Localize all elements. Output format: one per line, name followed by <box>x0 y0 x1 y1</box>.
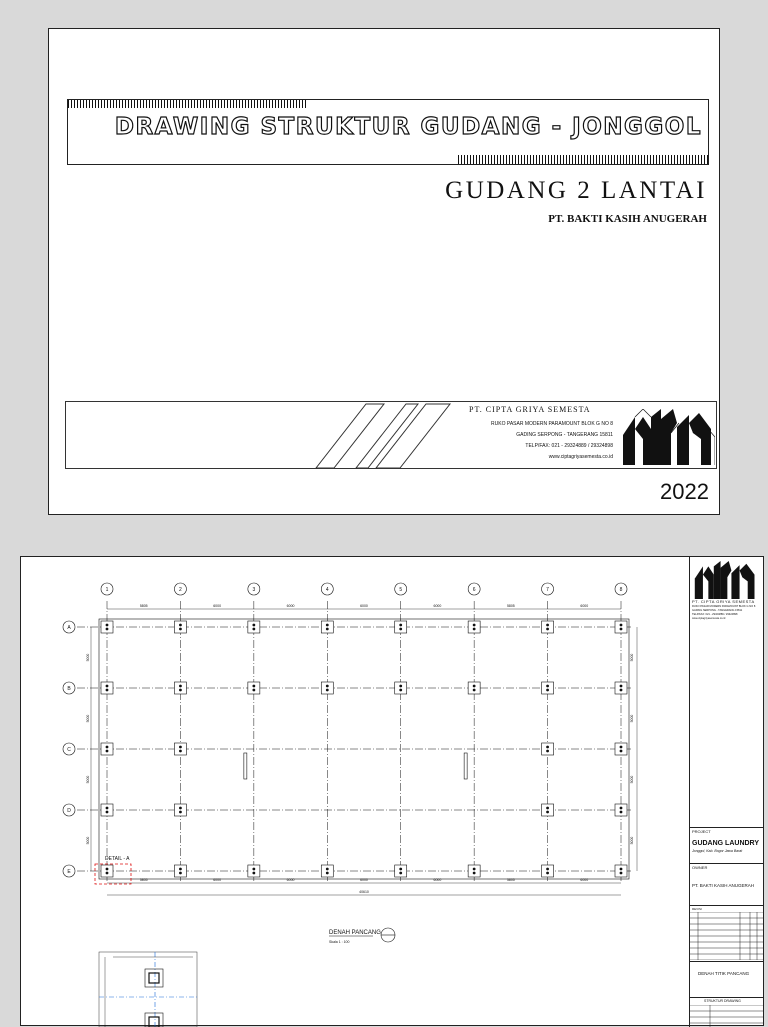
revision-table <box>690 912 764 960</box>
pile-cap <box>395 621 407 633</box>
pile-cap <box>101 682 113 694</box>
bay-dimension: 6000 <box>286 878 295 882</box>
project-location: Jonggol, Kab. Bogor Jawa Barat <box>692 849 743 853</box>
foundation-plan-drawing <box>21 557 689 1027</box>
pile-point <box>473 689 476 692</box>
bay-dimension: 6000 <box>580 604 589 608</box>
pile-point <box>179 746 182 749</box>
pile-point <box>546 750 549 753</box>
bay-dimension: 6000 <box>286 604 295 608</box>
pile-cap-outline <box>248 682 260 694</box>
pile-cap-outline <box>395 682 407 694</box>
pile-cap-outline <box>174 621 186 633</box>
pile-point <box>473 628 476 631</box>
pile-point <box>546 746 549 749</box>
title-block <box>689 557 765 1027</box>
bay-dimension: 6000 <box>213 878 222 882</box>
pile-point <box>399 872 402 875</box>
pile-point <box>326 868 329 871</box>
pile-point <box>179 750 182 753</box>
section-marker-icon <box>381 928 395 942</box>
pile-cap-outline <box>615 682 627 694</box>
pile-point <box>106 685 109 688</box>
title-block-phone: TELP/FAX: 021 - 29324889 / 29324898 <box>692 613 738 616</box>
pile-point <box>106 689 109 692</box>
grid-row-label: C <box>67 747 71 753</box>
pile-cap-outline <box>174 804 186 816</box>
dimension-lines <box>86 604 637 895</box>
title-block-address: RUKO PASAR MODERN PARAMOUNT BLOK G NO 8 <box>692 605 756 608</box>
title-block-company: PT. CIPTA GRIYA SEMESTA <box>692 599 755 604</box>
pile-cap <box>542 743 554 755</box>
pile-point <box>620 868 623 871</box>
tie-beam <box>464 753 467 779</box>
pile-cap-outline <box>101 743 113 755</box>
pile-cap <box>468 621 480 633</box>
pile-point <box>546 689 549 692</box>
pile-point <box>179 868 182 871</box>
pile-cap-outline <box>615 743 627 755</box>
pile-cap-outline <box>174 865 186 877</box>
grid-column-label: 1 <box>105 587 109 593</box>
pile-point <box>179 685 182 688</box>
pile-cap-outline <box>542 804 554 816</box>
pile-cap <box>174 621 186 633</box>
cover-sheet <box>48 28 720 515</box>
pile-point <box>620 807 623 810</box>
grid-column-label: 3 <box>252 587 256 593</box>
company-logo-icon <box>623 409 715 465</box>
pile-cap-outline <box>174 682 186 694</box>
company-logo-icon <box>694 561 758 599</box>
pile-point <box>106 872 109 875</box>
pile-cap-outline <box>321 865 333 877</box>
pile-cap-outline <box>615 621 627 633</box>
pile-point <box>252 689 255 692</box>
grid-column-label: 7 <box>546 587 549 593</box>
hatch-decoration-bottom <box>458 155 708 164</box>
pile-point <box>106 811 109 814</box>
detail-a-enlargement <box>99 952 197 1027</box>
pile-cap <box>101 743 113 755</box>
pile-point <box>252 872 255 875</box>
pile-cap <box>101 865 113 877</box>
pile-point <box>546 868 549 871</box>
pile-cap <box>468 865 480 877</box>
pile-point <box>179 689 182 692</box>
overall-dimension: 40610 <box>359 890 369 894</box>
pile-point <box>106 746 109 749</box>
pile-cap <box>321 682 333 694</box>
pile-cap <box>248 865 260 877</box>
company-website: www.ciptagriyasemesta.co.id <box>548 454 613 460</box>
building-subtitle: GUDANG 2 LANTAI <box>445 177 707 204</box>
pile-cap-outline <box>101 621 113 633</box>
pile-cap <box>321 865 333 877</box>
pile-cap-outline <box>395 621 407 633</box>
bay-dimension: 5805 <box>139 878 148 882</box>
pile-cap-outline <box>101 682 113 694</box>
bay-dimension: 6000 <box>360 878 368 882</box>
pile-cap-outline <box>615 865 627 877</box>
row-dimension: 5000 <box>86 836 90 845</box>
company-phone: TELP/FAX: 021 - 29324889 / 29324898 <box>525 443 613 449</box>
grid-row-bubbles <box>63 621 75 877</box>
row-dimension: 5000 <box>86 775 90 784</box>
grid-column-label: 4 <box>325 587 329 593</box>
grid-row-label: B <box>67 686 71 692</box>
pile-cap <box>248 621 260 633</box>
grid-column-label: 2 <box>179 587 182 593</box>
pile-point <box>326 689 329 692</box>
grid-column-label: 5 <box>399 587 403 593</box>
pile-cap <box>542 865 554 877</box>
pile-point <box>399 628 402 631</box>
pile-cap-outline <box>321 682 333 694</box>
pile-cap <box>395 865 407 877</box>
row-dimension: 5000 <box>86 714 90 723</box>
grid-column-label: 6 <box>472 587 476 593</box>
hatch-decoration-top <box>68 100 308 108</box>
bay-dimension: 6000 <box>580 878 589 882</box>
pile-point <box>326 872 329 875</box>
company-info-band <box>65 401 717 469</box>
pile-cap-outline <box>615 804 627 816</box>
plan-scale: Skala 1 : 100 <box>329 940 350 944</box>
pile-point <box>399 685 402 688</box>
pile-point <box>106 807 109 810</box>
grid-column-bubbles <box>101 583 627 595</box>
pile-point <box>546 685 549 688</box>
pile-point <box>326 685 329 688</box>
pile-point <box>620 685 623 688</box>
grid-column-label: 8 <box>619 587 623 593</box>
bay-dimension: 5805 <box>506 878 515 882</box>
pile-point <box>252 868 255 871</box>
pile-cap-outline <box>542 621 554 633</box>
pile-point <box>620 811 623 814</box>
pile-cap <box>248 682 260 694</box>
title-block-address: GADING SERPONG - TANGERANG 15811 <box>692 609 743 612</box>
row-dimension: 5000 <box>630 775 634 784</box>
pile-point <box>546 811 549 814</box>
plan-title: DENAH PANCANG <box>329 930 381 936</box>
pile-cap <box>174 682 186 694</box>
pile-point <box>546 628 549 631</box>
pile-point <box>179 872 182 875</box>
pile-cap-outline <box>248 621 260 633</box>
pile-cap <box>615 743 627 755</box>
grid-row-label: D <box>67 808 71 814</box>
pile-cap <box>321 621 333 633</box>
pile-point <box>399 689 402 692</box>
pile-point <box>179 624 182 627</box>
drawing-title: DRAWING STRUKTUR GUDANG - JONGGOL <box>114 114 702 140</box>
client-name: PT. BAKTI KASIH ANUGERAH <box>548 213 707 225</box>
pile-point <box>546 624 549 627</box>
drawing-label: STRUKTUR DRAWING <box>704 999 741 1003</box>
pile-point <box>179 807 182 810</box>
bay-dimension: 6000 <box>360 604 368 608</box>
pile-cap <box>615 804 627 816</box>
pile-cap-outline <box>468 621 480 633</box>
pile-point <box>252 685 255 688</box>
owner-name: PT. BAKTI KASIH ANUGERAH <box>692 883 755 888</box>
pile-point <box>620 624 623 627</box>
company-address-line: GADING SERPONG - TANGERANG 15811 <box>516 432 613 438</box>
grid-row-label: A <box>67 625 71 631</box>
pile-cap <box>615 682 627 694</box>
pile-point <box>473 872 476 875</box>
company-name: PT. CIPTA GRIYA SEMESTA <box>469 405 591 414</box>
bay-dimension: 6000 <box>433 604 442 608</box>
pile-cap-outline <box>101 865 113 877</box>
pile-point <box>546 872 549 875</box>
bay-dimension: 6000 <box>213 604 222 608</box>
pile-cap <box>542 804 554 816</box>
title-band <box>67 99 709 165</box>
pile-point <box>106 868 109 871</box>
bay-dimension: 6000 <box>433 878 442 882</box>
pile-point <box>106 750 109 753</box>
pile-cap <box>542 682 554 694</box>
project-label: PROJECT <box>692 829 711 834</box>
pile-point <box>473 624 476 627</box>
pile-cap <box>615 865 627 877</box>
pile-point <box>326 624 329 627</box>
pile-cap-outline <box>468 865 480 877</box>
row-dimension: 5000 <box>630 714 634 723</box>
pile-cap-outline <box>321 621 333 633</box>
pile-point <box>620 628 623 631</box>
diagonal-stripes-decoration <box>66 402 716 468</box>
pile-cap-outline <box>542 743 554 755</box>
pile-cap <box>174 865 186 877</box>
pile-cap <box>174 804 186 816</box>
pile-point <box>326 628 329 631</box>
plan-sheet <box>20 556 764 1026</box>
revision-header: REVISI <box>692 907 702 911</box>
pile-cap-outline <box>101 804 113 816</box>
grid-lines <box>77 601 631 881</box>
pile-cap-outline <box>174 743 186 755</box>
pile-cap-outline <box>248 865 260 877</box>
pile-cap <box>615 621 627 633</box>
row-dimension: 5000 <box>86 653 90 662</box>
pile-cap-outline <box>468 682 480 694</box>
pile-point <box>179 811 182 814</box>
drawing-title: DENAH TITIK PANCANG <box>698 971 750 976</box>
pile-point <box>179 628 182 631</box>
pile-point <box>546 807 549 810</box>
pile-point <box>399 868 402 871</box>
company-address-line: RUKO PASAR MODERN PARAMOUNT BLOK G NO 8 <box>491 421 613 427</box>
pile-cap <box>174 743 186 755</box>
pile-cap <box>101 621 113 633</box>
detail-a-label: DETAIL - A <box>105 856 130 862</box>
pile-point <box>252 624 255 627</box>
pile-cap <box>468 682 480 694</box>
pile-cap-outline <box>542 682 554 694</box>
pile-cap <box>542 621 554 633</box>
pile-point <box>620 689 623 692</box>
grid-row-label: E <box>67 869 71 875</box>
bay-dimension: 5805 <box>506 604 515 608</box>
pile-cap <box>101 804 113 816</box>
title-block-website: www.ciptagriyasemesta.co.id <box>692 617 726 620</box>
pile-point <box>473 685 476 688</box>
pile-cap <box>395 682 407 694</box>
row-dimension: 5000 <box>630 836 634 845</box>
pile-point <box>252 628 255 631</box>
pile-point <box>399 624 402 627</box>
pile-point <box>106 624 109 627</box>
project-name: GUDANG LAUNDRY <box>692 840 760 847</box>
year: 2022 <box>660 479 709 504</box>
bay-dimension: 5805 <box>139 604 148 608</box>
tie-beam <box>244 753 247 779</box>
pile-cap-outline <box>395 865 407 877</box>
pile-point <box>620 872 623 875</box>
pile-point <box>473 868 476 871</box>
row-dimension: 5000 <box>630 653 634 662</box>
pile-point <box>106 628 109 631</box>
owner-label: OWNER <box>692 865 708 870</box>
pile-cap-outline <box>542 865 554 877</box>
pile-point <box>620 746 623 749</box>
pile-point <box>620 750 623 753</box>
